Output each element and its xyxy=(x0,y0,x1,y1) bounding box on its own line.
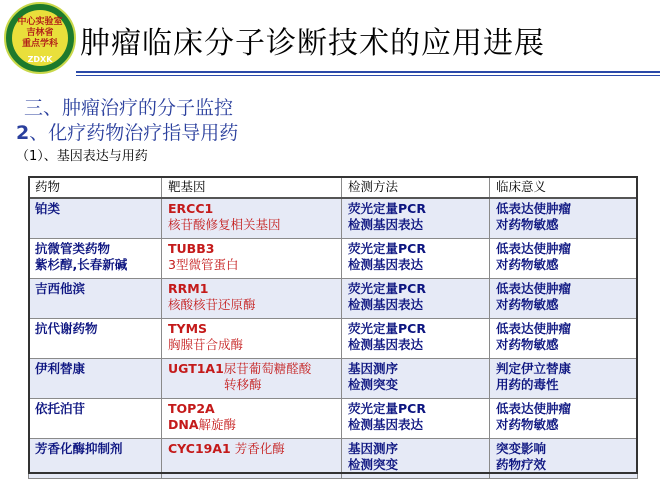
table-row xyxy=(29,198,638,238)
title-divider-thin xyxy=(76,75,660,76)
cell-significance: 低表达使肿瘤 对药物敏感 xyxy=(490,398,638,438)
gene-code: RRM1 xyxy=(168,280,209,296)
page-title: 肿瘤临床分子诊断技术的应用进展 xyxy=(80,26,545,61)
logo-text-1: 中心实验室 xyxy=(17,17,63,27)
logo-text-4: ZDXK xyxy=(27,55,53,64)
gene-code: TYMS xyxy=(168,320,208,336)
subheading-number: 2 xyxy=(16,122,30,144)
section-heading: 三、肿瘤治疗的分子监控 xyxy=(24,97,234,119)
cell-gene xyxy=(162,438,342,478)
cell-drug: 伊利替康 xyxy=(29,358,162,398)
table-row xyxy=(29,318,638,358)
cell-significance: 低表达使肿瘤 对药物敏感 xyxy=(490,318,638,358)
header-method: 检测方法 xyxy=(342,177,490,199)
cell-method: 荧光定量PCR 检测基因表达 xyxy=(342,398,490,438)
gene-code: CYC19A1 xyxy=(168,440,231,456)
gene-desc: 解旋酶 xyxy=(198,416,237,432)
cell-significance: 低表达使肿瘤 对药物敏感 xyxy=(490,278,638,318)
header-significance: 临床意义 xyxy=(490,177,638,199)
header-drug: 药物 xyxy=(29,177,162,199)
gene-desc: 胸腺苷合成酶 xyxy=(168,336,244,352)
gene-code: TUBB3 xyxy=(168,240,215,256)
gene-code: UGT1A1 xyxy=(168,360,224,376)
cell-method: 荧光定量PCR 检测基因表达 xyxy=(342,238,490,278)
cell-method: 荧光定量PCR 检测基因表达 xyxy=(342,198,490,238)
cell-significance: 低表达使肿瘤 对药物敏感 xyxy=(490,238,638,278)
cell-gene xyxy=(162,318,342,358)
cell-gene xyxy=(162,198,342,238)
cell-significance: 突变影响 药物疗效 xyxy=(490,438,638,478)
gene-code-2: DNA xyxy=(168,416,199,432)
cell-gene xyxy=(162,358,342,398)
gene-desc-cont: 转移酶 xyxy=(224,376,262,392)
cell-drug: 抗微管类药物 紫杉醇,长春新碱 xyxy=(29,238,162,278)
logo-text-3: 重点学科 xyxy=(21,39,58,49)
cell-gene xyxy=(162,238,342,278)
table-row xyxy=(29,438,638,478)
gene-desc: 芳香化酶 xyxy=(230,440,285,456)
cell-drug: 芳香化酶抑制剂 xyxy=(29,438,162,478)
table-row xyxy=(29,398,638,438)
gene-desc: 核苷酸修复相关基因 xyxy=(168,217,281,232)
section-subheading xyxy=(16,118,238,145)
table-header-row xyxy=(29,177,638,199)
title-divider xyxy=(76,71,660,73)
cell-method: 荧光定量PCR 检测基因表达 xyxy=(342,318,490,358)
gene-code: ERCC1 xyxy=(168,201,214,216)
gene-desc: 3型微管蛋白 xyxy=(168,256,239,272)
header-target-gene: 靶基因 xyxy=(162,177,342,199)
cell-drug: 吉西他滨 xyxy=(29,278,162,318)
drug-gene-table xyxy=(28,176,638,479)
cell-method: 基因测序 检测突变 xyxy=(342,438,490,478)
gene-desc: 尿苷葡萄糖醛酸 xyxy=(223,360,312,376)
cell-gene xyxy=(162,398,342,438)
cell-method: 基因测序 检测突变 xyxy=(342,358,490,398)
cell-drug: 依托泊苷 xyxy=(29,398,162,438)
logo xyxy=(4,2,76,74)
cell-gene xyxy=(162,278,342,318)
subheading-text: 、化疗药物治疗指导用药 xyxy=(29,122,239,144)
cell-method: 荧光定量PCR 检测基因表达 xyxy=(342,278,490,318)
gene-desc: 核酸核苷还原酶 xyxy=(168,296,256,312)
table-row xyxy=(29,358,638,398)
cell-significance: 低表达使肿瘤 对药物敏感 xyxy=(490,198,638,238)
table-row xyxy=(29,238,638,278)
section-item: （1）、基因表达与用药 xyxy=(16,149,148,164)
gene-code: TOP2A xyxy=(168,400,215,416)
table-row xyxy=(29,278,638,318)
cell-significance: 判定伊立替康 用药的毒性 xyxy=(490,358,638,398)
cell-drug: 铂类 xyxy=(29,198,162,238)
cell-drug: 抗代谢药物 xyxy=(29,318,162,358)
logo-text-2: 吉林省 xyxy=(26,28,54,38)
